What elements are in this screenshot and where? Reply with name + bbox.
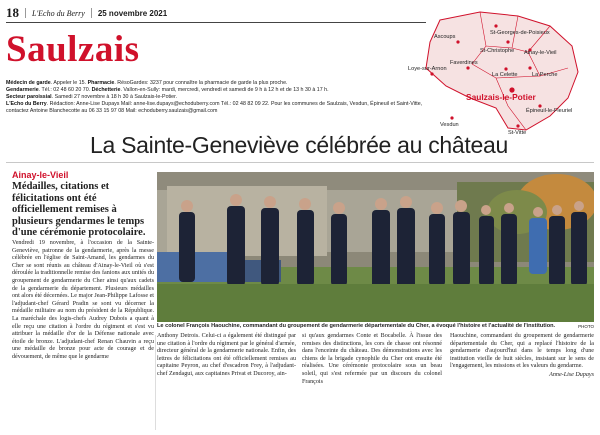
practical-info (6, 80, 426, 115)
caption-text: Le colonel François Haouchine, commandant du groupement de gendarmerie départementale du Cher, a évoqué l'histoire et l'actualité de l'institution. (157, 323, 556, 329)
article-body-column (450, 333, 594, 380)
map-svg (400, 6, 596, 136)
map-dot (494, 24, 497, 27)
info-text: . Tél.: 02 48 60 20 70. (38, 87, 92, 93)
map-dot (504, 67, 507, 70)
info-text: . Rédaction: Anne-Lise Dupays Mail: anne-lise.dupays@echoduberry.com Tél.: 02 48 82 09 22. Pour les communes de Saulzais, Vesdun, Épineuil et Saint-Vitte, contactez Antoine Blanchecotte au 06 33 15 97 08 Mail: echoduberry.saulzais@gmail.com (6, 101, 423, 114)
info-text: . RésoGardes: 3237 pour connaître la pharmacie de garde la plus proche. (114, 80, 288, 86)
map-dot (450, 116, 453, 119)
locator-map (400, 6, 596, 136)
map-label: La Perche (532, 72, 558, 78)
map-label: St-Christophe (480, 48, 515, 54)
info-label: Gendarmerie (6, 87, 39, 93)
info-label: Déchetterie (91, 87, 121, 93)
issue-date: 25 novembre 2021 (97, 8, 168, 18)
info-label: Secteur paroissial (6, 94, 52, 100)
article-body-column: si qu'aux gendarmes Conte et Bocabelle. À l'issue des remises des distinctions, les cors de chasse ont résonné dans l'enceinte du château. Des démonstrations avec les chiens de la brigade cynophile du Cher ont ensuite été réalisées. Une cérémonie protocolaire sous un beau soleil, qui s'est refermée par un discours du colonel François (302, 333, 442, 385)
photo-illustration (157, 172, 594, 322)
map-label: Faverdines (450, 60, 478, 66)
article-kicker: Ainay-le-Vieil (12, 170, 69, 180)
headline-rule (6, 162, 594, 163)
map-dot (456, 40, 459, 43)
map-dot (516, 124, 519, 127)
info-text: . Vallon-en-Sully: mardi, mercredi, vendredi et samedi de 9 h à 12 h et de 13 h 30 à 17 h. (120, 87, 329, 93)
article-lede: Médailles, citations et félicitations ont été officiellement remises à plusieurs gendarmes le temps d'une cérémonie protocolaire. (12, 181, 146, 238)
map-label: Loye-sur-Arnon (408, 66, 447, 72)
photo-caption (157, 323, 594, 330)
column-divider (155, 335, 156, 430)
map-label: La Celette (492, 72, 518, 78)
article-body-column: Anthony Detrois. Celui-ci a également été distingué par une citation à l'ordre du régiment par le général d'armée, directeur général de la gendarmerie nationale. Enfin, des lettres de félicitations ont été officiellement remises au capitaine Peyron, au chef d'escadron Frey, à l'adjudant-chef Zendagui, aux capitaines Privat et Ducoroy, ain- (157, 333, 296, 377)
article-body-text: Haouchine, commandant du groupement de gendarmerie départementale du Cher, qui a replacé l'histoire de la gendarmerie d'aujourd'hui dans le temps long d'une institution vieille de huit siècles, insistant sur le sens de l'engagement, les missions et les valeurs du gendarme. (450, 333, 594, 370)
header-divider (91, 8, 92, 18)
map-label: Ainay-le-Vieil (524, 50, 557, 56)
page-number: 18 (6, 5, 19, 20)
map-label: Ascoups (434, 34, 456, 40)
map-dot (466, 66, 469, 69)
map-dot (506, 40, 509, 43)
article-headline: La Sainte-Geneviève célébrée au château (90, 132, 508, 158)
author-signature: Anne-Lise Dupays (549, 371, 594, 378)
ceremony-photo (157, 172, 594, 322)
map-dot (430, 72, 433, 75)
info-label: L'Echo du Berry (6, 101, 47, 107)
publication-name: L'Echo du Berry (32, 8, 85, 18)
article-body-column: Vendredi 19 novembre, à l'occasion de la Sainte-Geneviève, patronne de la gendarmerie, après la messe célébrée en l'église de Saint-Amand, les gendarmes du Cher se sont réunis au château d'Ainay-le-Vieil où s'est déroulée la traditionnelle remise des fanions aux unités du groupement de gendarmerie du Cher ainsi qu'aux cadets de la gendarmerie du département. Plusieurs médailles ont alors été décernées. Le major Jean-Philippe Lafosse et l'adjudant-chef Gérard Pradin se sont vu décerner la médaille militaire au nom du président de la République. La maréchale des logis-chefs Audrey Dubois a quant à elle reçu une citation à l'ordre du régiment et s'est vu attribuer la médaille d'or de la Défense nationale avec étoile de bronze. L'adjudant-chef Renan Chauvin a reçu une médaille de bronze pour acte de courage et de dévouement, de même que le gendarme (12, 240, 154, 360)
map-label: St-Vitte (508, 130, 527, 136)
info-text: . Samedi 27 novembre à 18 h 30 à Saulzais-le-Potier. (51, 94, 178, 100)
town-title: Saulzais (6, 29, 140, 70)
info-text: . Appeler le 15. (50, 80, 88, 86)
info-label: Pharmacie (87, 80, 115, 86)
info-label: Médecin de garde (6, 80, 51, 86)
header-rule (6, 22, 426, 23)
photo-credit: PHOTO (578, 324, 594, 329)
map-label: St-Georges-de-Poisieux (490, 30, 550, 36)
header-divider (25, 8, 26, 18)
map-dot (528, 66, 531, 69)
map-label: Vesdun (440, 122, 459, 128)
map-label-highlight: Saulzais-le-Potier (466, 92, 536, 102)
map-label: Épineuil-le-Fleuriel (526, 108, 573, 114)
page-header (6, 6, 306, 20)
